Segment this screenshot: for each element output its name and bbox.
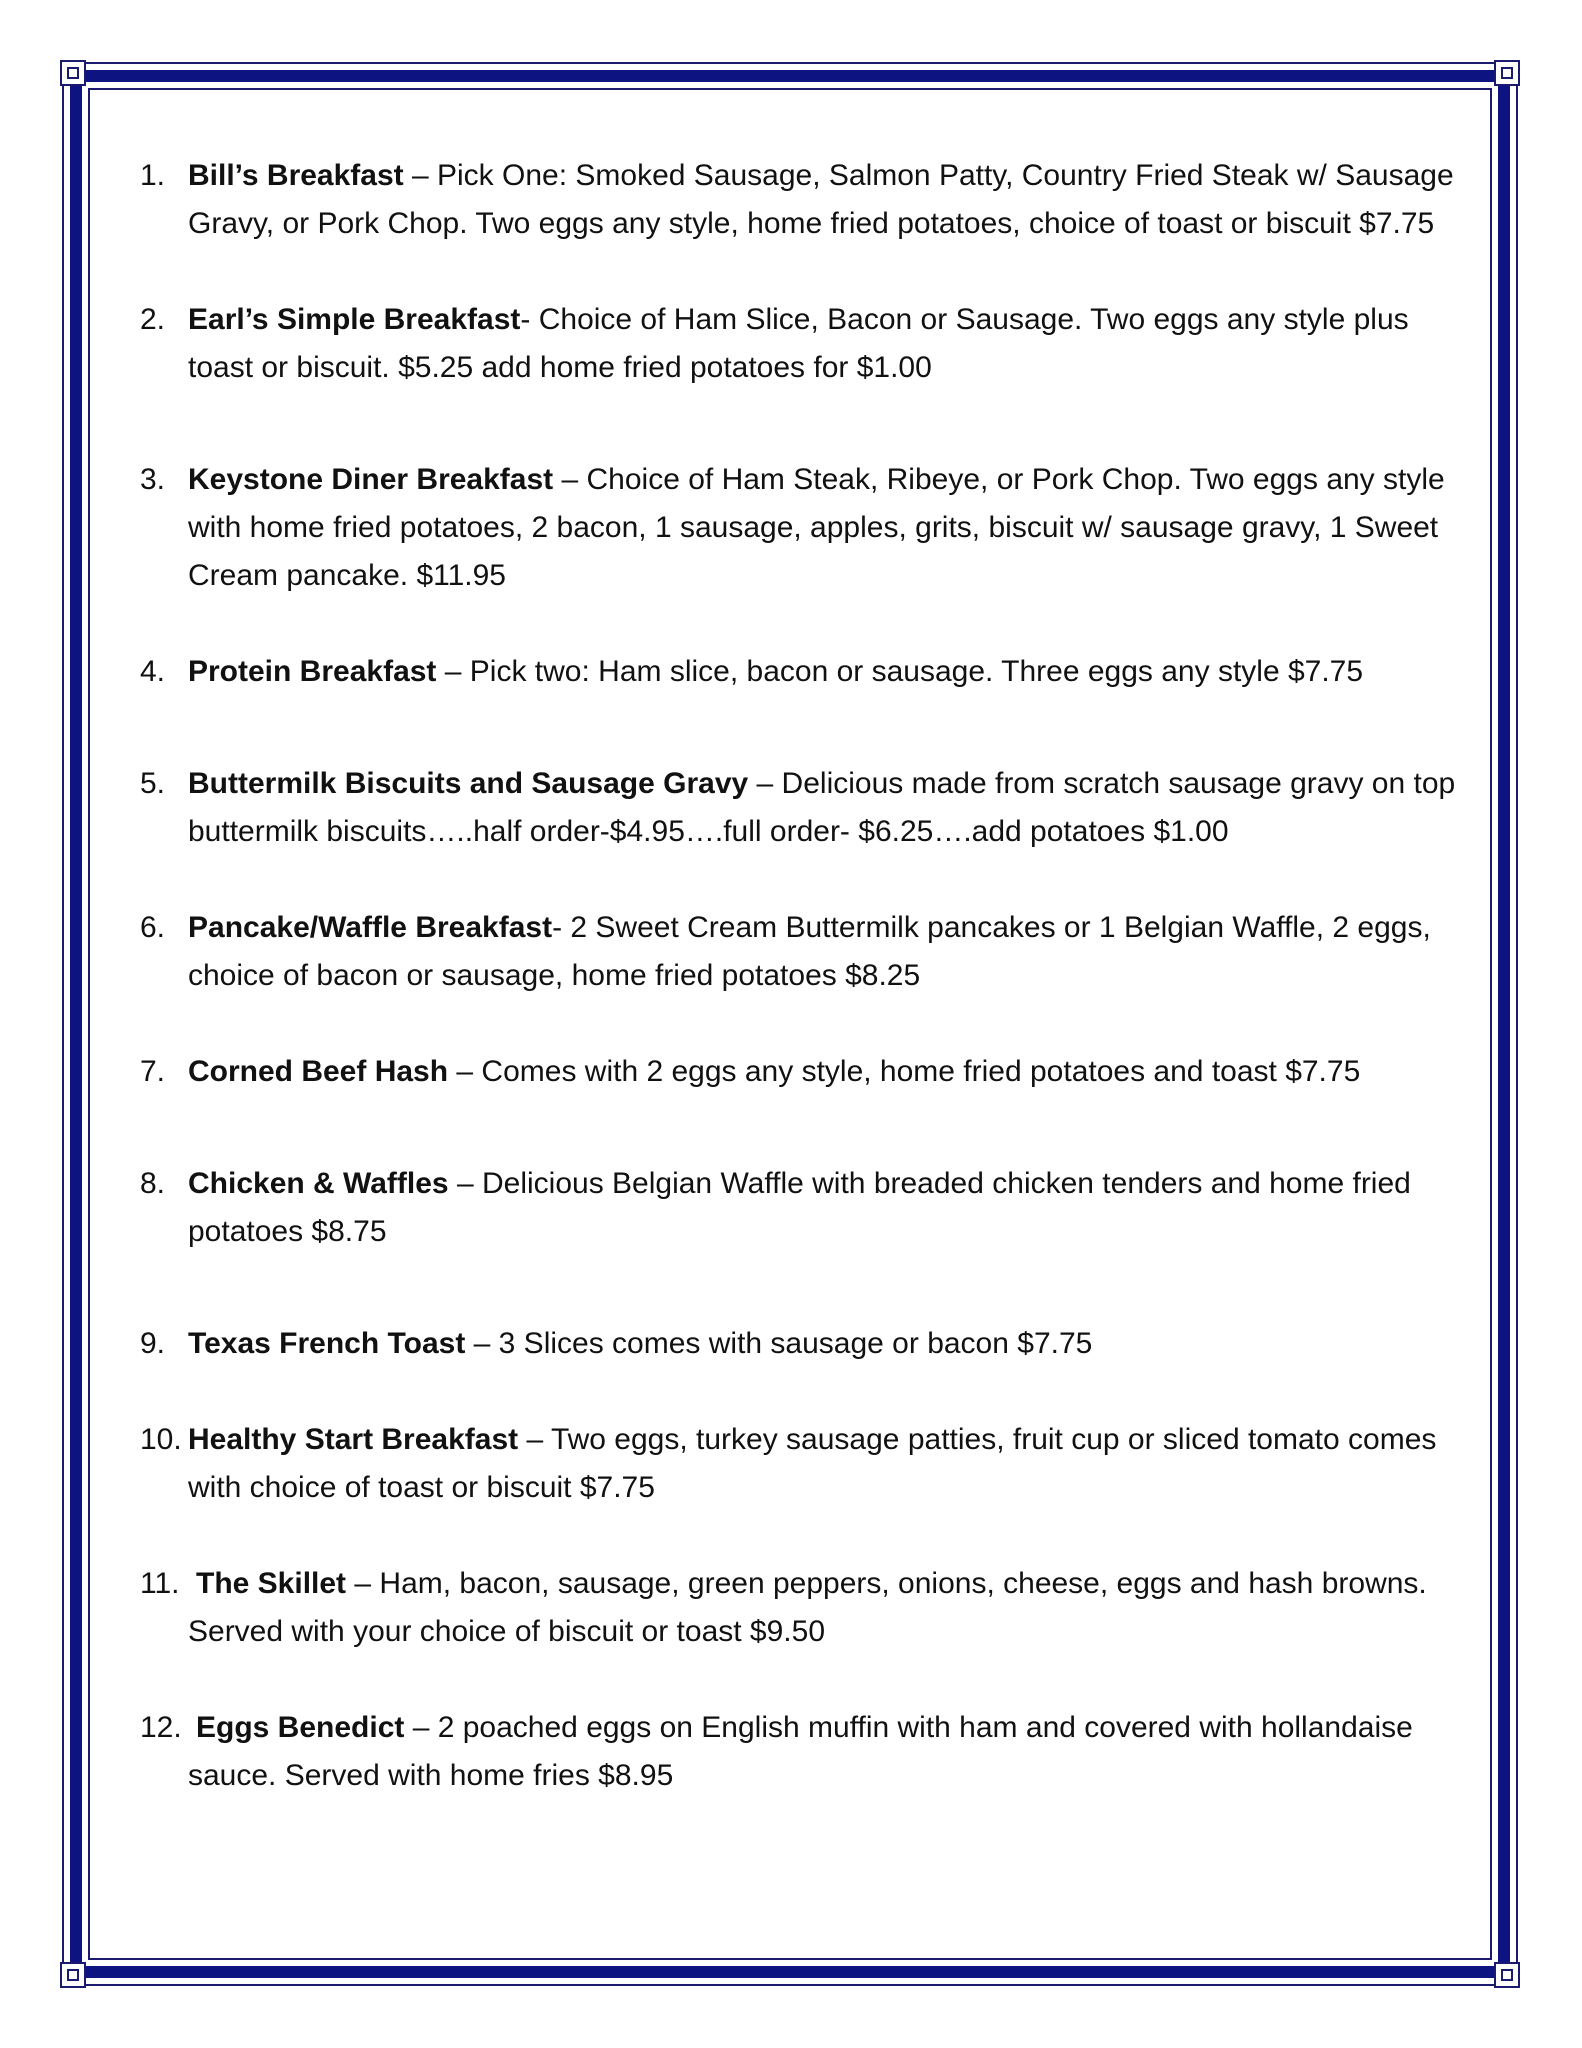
corner-ornament-bottom-left <box>60 1962 86 1988</box>
item-name: Texas French Toast <box>188 1327 466 1360</box>
corner-ornament-bottom-right <box>1494 1962 1520 1988</box>
menu-item <box>140 1704 1470 1800</box>
item-name: Corned Beef Hash <box>188 1055 449 1088</box>
item-name: Buttermilk Biscuits and Sausage Gravy <box>188 767 749 800</box>
item-number: 3. <box>140 463 166 496</box>
item-number: 7. <box>140 1055 166 1088</box>
item-name: Eggs Benedict <box>196 1711 405 1744</box>
item-description: – Pick two: Ham slice, bacon or sausage. Three eggs any style $7.75 <box>436 655 1364 688</box>
item-description: – 3 Slices comes with sausage or bacon $7.75 <box>465 1327 1093 1360</box>
menu-item <box>140 1416 1470 1512</box>
item-name: Keystone Diner Breakfast <box>188 463 554 496</box>
menu-item <box>140 296 1470 392</box>
menu-item <box>140 760 1470 856</box>
item-description: – Choice of Ham Steak, Ribeye, or Pork Chop. Two eggs any style with home fried potatoes, 2 bacon, 1 sausage, apples, grits, biscuit w/ sausage gravy, 1 Sweet Cream pancake. $11.95 <box>188 463 1445 592</box>
item-number: 9. <box>140 1327 166 1360</box>
item-number: 8. <box>140 1167 166 1200</box>
item-name: Pancake/Waffle Breakfast <box>188 911 553 944</box>
item-number: 6. <box>140 911 166 944</box>
item-description: – Pick One: Smoked Sausage, Salmon Patty, Country Fried Steak w/ Sausage Gravy, or Pork Chop. Two eggs any style, home fried potatoes, choice of toast or biscuit $7.75 <box>188 159 1454 240</box>
menu-item <box>140 1048 1470 1096</box>
menu-item <box>140 1320 1470 1368</box>
item-description: - Choice of Ham Slice, Bacon or Sausage. Two eggs any style plus toast or biscuit. $5.25 add home fried potatoes for $1.00 <box>188 303 1409 384</box>
corner-ornament-top-left <box>60 60 86 86</box>
corner-ornament-top-right <box>1494 60 1520 86</box>
item-number: 12. <box>140 1711 182 1744</box>
item-name: Earl’s Simple Breakfast <box>188 303 521 336</box>
item-description: – Comes with 2 eggs any style, home fried potatoes and toast $7.75 <box>448 1055 1361 1088</box>
item-description: – Delicious made from scratch sausage gravy on top buttermilk biscuits…..half order-$4.95….full order- $6.25….add potatoes $1.00 <box>188 767 1456 848</box>
item-number: 5. <box>140 767 166 800</box>
menu-item <box>140 152 1470 248</box>
item-name: Protein Breakfast <box>188 655 437 688</box>
item-number: 11. <box>140 1567 180 1600</box>
item-number: 10. <box>140 1423 182 1456</box>
menu-item <box>140 648 1470 696</box>
item-name: The Skillet <box>196 1567 347 1600</box>
item-number: 4. <box>140 655 166 688</box>
item-number: 2. <box>140 303 166 336</box>
item-description: – Ham, bacon, sausage, green peppers, onions, cheese, eggs and hash browns. Served with your choice of biscuit or toast $9.50 <box>188 1567 1427 1648</box>
item-name: Healthy Start Breakfast <box>188 1423 519 1456</box>
item-description: - 2 Sweet Cream Buttermilk pancakes or 1 Belgian Waffle, 2 eggs, choice of bacon or sausage, home fried potatoes $8.25 <box>188 911 1431 992</box>
menu-item <box>140 904 1470 1000</box>
item-name: Bill’s Breakfast <box>188 159 404 192</box>
item-number: 1. <box>140 159 166 192</box>
menu-item <box>140 1560 1470 1656</box>
item-description: – Delicious Belgian Waffle with breaded chicken tenders and home fried potatoes $8.75 <box>188 1167 1411 1248</box>
item-description: – Two eggs, turkey sausage patties, fruit cup or sliced tomato comes with choice of toast or biscuit $7.75 <box>188 1423 1437 1504</box>
menu-item <box>140 456 1470 600</box>
item-name: Chicken & Waffles <box>188 1167 449 1200</box>
item-description: – 2 poached eggs on English muffin with ham and covered with hollandaise sauce. Served with home fries $8.95 <box>188 1711 1413 1792</box>
breakfast-menu-list <box>140 152 1470 1800</box>
menu-item <box>140 1160 1470 1256</box>
